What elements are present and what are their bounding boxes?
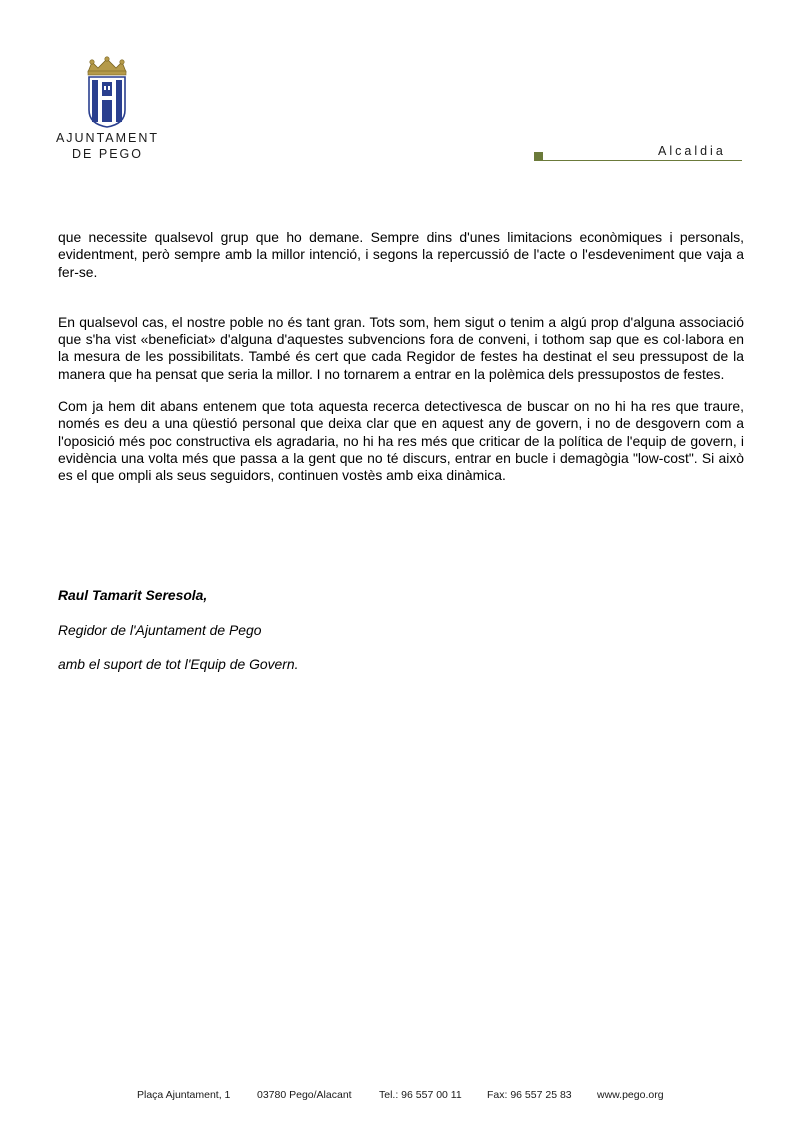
- letter-body: [58, 229, 744, 485]
- department-rule: [534, 160, 742, 161]
- organization-name-line2: DE PEGO: [72, 147, 143, 161]
- footer-telephone: Tel.: 96 557 00 11: [379, 1089, 462, 1101]
- footer-fax: Fax: 96 557 25 83: [487, 1089, 572, 1101]
- signatory-name: Raul Tamarit Seresola,: [58, 587, 208, 603]
- organization-name-line1: AJUNTAMENT: [55, 131, 160, 145]
- organization-name: [50, 130, 165, 162]
- footer-website: www.pego.org: [597, 1089, 664, 1101]
- paragraph-1: que necessite qualsevol grup que ho demane. Sempre dins d'unes limitacions econòmiques i personals, evidentment, però sempre amb la millor intenció, i segons la repercussió de l'acte o l'esdeveniment que vaja a fer-se.: [58, 229, 744, 280]
- signatory-role: Regidor de l'Ajuntament de Pego: [58, 622, 262, 638]
- footer-address: Plaça Ajuntament, 1: [137, 1089, 231, 1101]
- department-label: Alcaldia: [658, 144, 726, 158]
- signatory-support: amb el suport de tot l'Equip de Govern.: [58, 656, 299, 672]
- paragraph-3: Com ja hem dit abans entenem que tota aquesta recerca detectivesca de buscar on no hi ha res que traure, només es deu a una qüestió personal que deixa clar que en aquest any de govern, i no de desgovern com a l'oposició més poc constructiva els agradaria, no hi ha res més que criticar de la política de l'equip de govern, i evidència una volta més que passa a la gent que no té discurs, entrar en bucle i demagògia "low-cost". Si això es el que ompli als seus seguidors, continuen vostès amb eixa dinàmica.: [58, 398, 744, 484]
- footer-postal: 03780 Pego/Alacant: [257, 1089, 352, 1101]
- coat-of-arms-logo: [82, 56, 132, 130]
- paragraph-2: En qualsevol cas, el nostre poble no és tant gran. Tots som, hem sigut o tenim a algú prop d'alguna associació que s'ha vist «beneficiat» d'alguna d'aquestes subvencions fora de conveni, i tothom sap que es col·labora en la mesura de les possibilitats. També és cert que cada Regidor de festes ha destinat el seu pressupost de la manera que ha pensat que seria la millor. I no tornarem a entrar en la polèmica dels pressupostos de festes.: [58, 313, 744, 382]
